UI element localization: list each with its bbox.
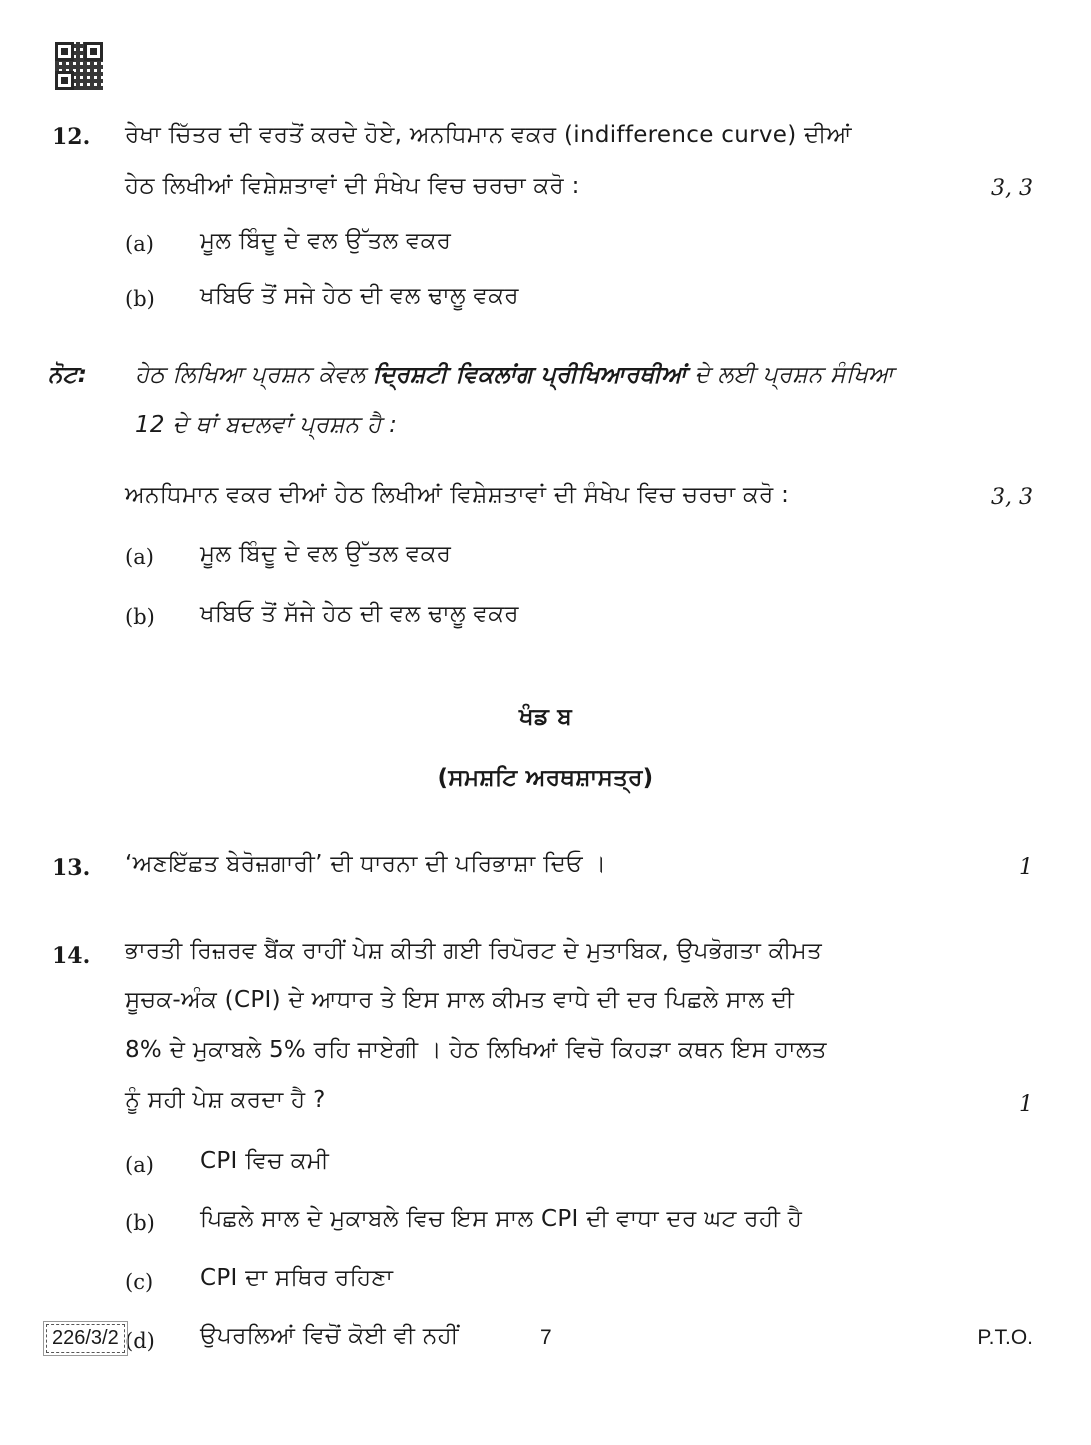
option-label: (c): [125, 1270, 154, 1294]
section-title: ਖੰਡ ਬ: [518, 704, 573, 730]
option-label: (a): [125, 232, 154, 256]
option-text: ਉਪਰਲਿਆਂ ਵਿਚੋਂ ਕੋਈ ਵੀ ਨਹੀਂ: [200, 1323, 459, 1349]
page-number: 7: [540, 1326, 552, 1349]
option-label: (a): [125, 1153, 154, 1177]
option-label: (a): [125, 545, 154, 569]
option-label: (b): [125, 287, 155, 311]
note-text-bold: ਦ੍ਰਿਸ਼ਟੀ ਵਿਕਲਾਂਗ ਪ੍ਰੀਖਿਆਰਥੀਆਂ: [372, 362, 687, 388]
question-text-line: 8% ਦੇ ਮੁਕਾਬਲੇ 5% ਰਹਿ ਜਾਏਗੀ । ਹੇਠ ਲਿਖਿਆਂ ਵਿਚੋ ਕਿਹੜਾ ਕਥਨ ਇਸ ਹਾਲਤ: [125, 1037, 827, 1063]
note-text-pre: ਹੇਠ ਲਿਖਿਆ ਪ੍ਰਸ਼ਨ ਕੇਵਲ: [135, 362, 366, 388]
qr-code: [55, 42, 103, 90]
option-text: ਮੂਲ ਬਿੰਦੂ ਦੇ ਵਲ ਉੱਤਲ ਵਕਰ: [200, 228, 452, 254]
paper-code: 226/3/2: [46, 1324, 125, 1353]
option-text: ਖਬਿਓ ਤੋਂ ਸੱਜੇ ਹੇਠ ਦੀ ਵਲ ਢਾਲੂ ਵਕਰ: [200, 601, 519, 627]
question-number: 13.: [52, 855, 91, 881]
question-number: 12.: [52, 124, 91, 150]
option-text: ਖਬਿਓ ਤੋਂ ਸਜੇ ਹੇਠ ਦੀ ਵਲ ਢਾਲੂ ਵਕਰ: [200, 283, 519, 309]
question-text-line: ਭਾਰਤੀ ਰਿਜ਼ਰਵ ਬੈਂਕ ਰਾਹੀਂ ਪੇਸ਼ ਕੀਤੀ ਗਈ ਰਿਪੋਰਟ ਦੇ ਮੁਤਾਬਿਕ, ਉਪਭੋਗਤਾ ਕੀਮਤ: [125, 938, 823, 964]
question-text-line: ਅਨਧਿਮਾਨ ਵਕਰ ਦੀਆਂ ਹੇਠ ਲਿਖੀਆਂ ਵਿਸ਼ੇਸ਼ਤਾਵਾਂ ਦੀ ਸੰਖੇਪ ਵਿਚ ਚਰਚਾ ਕਰੋ :: [125, 482, 790, 508]
note-label: ਨੋਟ:: [48, 362, 88, 388]
question-text-line: ਹੇਠ ਲਿਖੀਆਂ ਵਿਸ਼ੇਸ਼ਤਾਵਾਂ ਦੀ ਸੰਖੇਪ ਵਿਚ ਚਰਚਾ ਕਰੋ :: [125, 173, 580, 199]
option-label: (d): [125, 1329, 155, 1353]
question-text-line: ਰੇਖਾ ਚਿੱਤਰ ਦੀ ਵਰਤੋਂ ਕਰਦੇ ਹੋਏ, ਅਨਧਿਮਾਨ ਵਕਰ (indifference curve) ਦੀਆਂ: [125, 122, 852, 148]
note-text-line: [135, 362, 894, 388]
question-text-line: ਸੂਚਕ-ਅੰਕ (CPI) ਦੇ ਆਧਾਰ ਤੇ ਇਸ ਸਾਲ ਕੀਮਤ ਵਾਧੇ ਦੀ ਦਰ ਪਿਛਲੇ ਸਾਲ ਦੀ: [125, 987, 795, 1013]
option-text: ਪਿਛਲੇ ਸਾਲ ਦੇ ਮੁਕਾਬਲੇ ਵਿਚ ਇਸ ਸਾਲ CPI ਦੀ ਵਾਧਾ ਦਰ ਘਟ ਰਹੀ ਹੈ: [200, 1206, 803, 1232]
marks: 3, 3: [991, 485, 1033, 510]
marks: 3, 3: [991, 176, 1033, 201]
section-subtitle: (ਸਮਸ਼ਟਿ ਅਰਥਸ਼ਾਸਤ੍ਰ): [437, 765, 654, 791]
marks: 1: [1019, 1092, 1033, 1117]
question-text-line: ‘ਅਣਇੱਛਤ ਬੇਰੋਜ਼ਗਾਰੀ’ ਦੀ ਧਾਰਨਾ ਦੀ ਪਰਿਭਾਸ਼ਾ ਦਿਓ ।: [125, 851, 607, 877]
note-text-line: 12 ਦੇ ਥਾਂ ਬਦਲਵਾਂ ਪ੍ਰਸ਼ਨ ਹੈ :: [135, 412, 398, 438]
option-text: CPI ਦਾ ਸਥਿਰ ਰਹਿਣਾ: [200, 1265, 394, 1291]
question-number: 14.: [52, 943, 91, 969]
marks: 1: [1019, 855, 1033, 880]
pto-label: P.T.O.: [977, 1326, 1033, 1349]
option-text: CPI ਵਿਚ ਕਮੀ: [200, 1148, 330, 1174]
option-label: (b): [125, 1211, 155, 1235]
note-text-post: ਦੇ ਲਈ ਪ੍ਰਸ਼ਨ ਸੰਖਿਆ: [694, 362, 894, 388]
option-label: (b): [125, 605, 155, 629]
question-text-line: ਨੂੰ ਸਹੀ ਪੇਸ਼ ਕਰਦਾ ਹੈ ?: [125, 1087, 326, 1113]
option-text: ਮੂਲ ਬਿੰਦੂ ਦੇ ਵਲ ਉੱਤਲ ਵਕਰ: [200, 541, 452, 567]
